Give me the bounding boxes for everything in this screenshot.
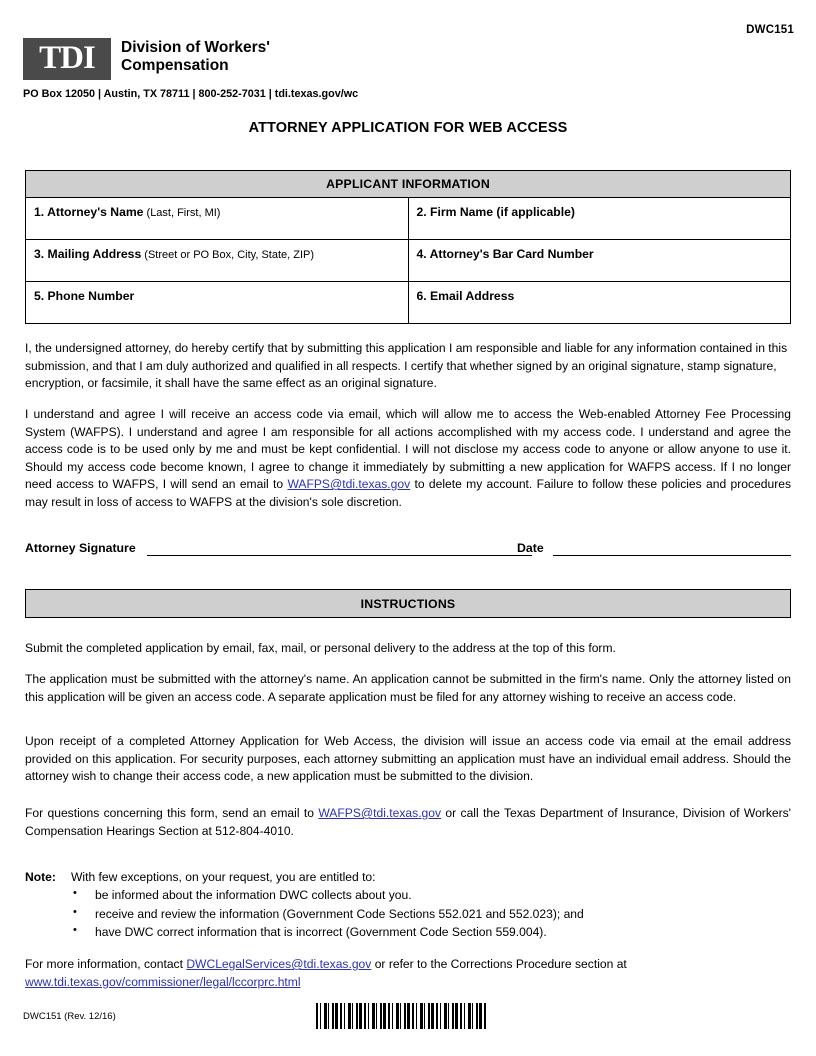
field-label: 6. Email Address bbox=[416, 289, 515, 303]
footer-form-code: DWC151 (Rev. 12/16) bbox=[23, 1011, 116, 1022]
signature-row bbox=[25, 540, 791, 560]
field-attorney-name[interactable] bbox=[26, 198, 408, 240]
wafps-email-link[interactable]: WAFPS@tdi.texas.gov bbox=[318, 806, 442, 820]
field-label: 2. Firm Name (if applicable) bbox=[416, 205, 575, 219]
instructions-submit-paragraph: Submit the completed application by email, fax, mail, or personal delivery to the address at the top of this form. bbox=[25, 641, 616, 655]
dwc-legal-services-email-link[interactable]: DWCLegalServices@tdi.texas.gov bbox=[186, 957, 372, 971]
applicant-section-heading: APPLICANT INFORMATION bbox=[26, 171, 790, 198]
attorney-signature-input[interactable] bbox=[147, 555, 532, 556]
note-bullet-list bbox=[25, 886, 791, 941]
more-information-paragraph bbox=[25, 956, 791, 991]
table-row bbox=[26, 198, 790, 240]
wafps-email-link[interactable]: WAFPS@tdi.texas.gov bbox=[287, 477, 411, 492]
agency-header bbox=[23, 38, 270, 80]
note-intro-row bbox=[25, 868, 791, 886]
field-label: 1. Attorney's Name bbox=[34, 205, 144, 219]
questions-text-part2: or call the Texas Department of Insurance, Division of Workers' Compensation Hearings Section at 512-804-4010. bbox=[25, 806, 791, 838]
questions-text-part1: For questions concerning this form, send an email to bbox=[25, 806, 319, 820]
attorney-signature-label: Attorney Signature bbox=[25, 541, 136, 555]
note-block bbox=[25, 868, 791, 941]
barcode-icon bbox=[316, 1003, 488, 1029]
document-number: DWC151 bbox=[746, 24, 794, 36]
instructions-questions-paragraph bbox=[25, 805, 791, 840]
agency-name-line1: Division of Workers' bbox=[121, 39, 270, 56]
list-item: • have DWC correct information that is incorrect (Government Code Section 559.004). bbox=[25, 923, 791, 941]
instructions-upon-receipt-paragraph: Upon receipt of a completed Attorney Application for Web Access, the division will issue an access code via email at the email address provided on this application. For security purposes, each attorney submitting an application must have an individual email address. Should the attorney wish to change their access code, a new application must be submitted to the division. bbox=[25, 734, 791, 784]
field-label: 4. Attorney's Bar Card Number bbox=[416, 247, 594, 261]
field-mailing-address[interactable] bbox=[26, 240, 408, 282]
agency-address-line: PO Box 12050 | Austin, TX 78711 | 800-252-7031 | tdi.texas.gov/wc bbox=[23, 88, 359, 100]
note-intro-text: With few exceptions, on your request, you are entitled to: bbox=[71, 870, 376, 884]
field-hint: (Last, First, MI) bbox=[143, 207, 221, 219]
date-input[interactable] bbox=[553, 555, 791, 556]
more-info-part2: or refer to the Corrections Procedure section at bbox=[371, 957, 627, 971]
field-firm-name[interactable] bbox=[408, 198, 790, 240]
agency-name bbox=[121, 38, 270, 74]
instructions-heading: INSTRUCTIONS bbox=[25, 589, 791, 618]
instructions-attorney-name-paragraph: The application must be submitted with the attorney's name. An application cannot be submitted in the firm's name. Only the attorney listed on this application will be given an access code. A separate application must be filed for any attorney wishing to receive an access code. bbox=[25, 672, 791, 704]
field-bar-card-number[interactable] bbox=[408, 240, 790, 282]
page-title: ATTORNEY APPLICATION FOR WEB ACCESS bbox=[248, 120, 568, 136]
field-label: 5. Phone Number bbox=[34, 289, 135, 303]
date-label: Date bbox=[517, 541, 544, 555]
list-item: • receive and review the information (Government Code Sections 552.021 and 552.023); and bbox=[25, 905, 791, 923]
more-info-part1: For more information, contact bbox=[25, 957, 187, 971]
field-label: 3. Mailing Address bbox=[34, 247, 142, 261]
certification-paragraph: I, the undersigned attorney, do hereby certify that by submitting this application I am responsible and liable for any information contained in this submission, and that I am duly authorized and qualified in all respects. I certify that whether signed by an original signature, stamp signature, encryption, or facsimile, it shall have the same effect as an original signature. bbox=[25, 341, 788, 391]
agency-name-line2: Compensation bbox=[121, 56, 229, 74]
field-phone-number[interactable] bbox=[26, 282, 408, 324]
agreement-paragraph bbox=[25, 406, 791, 511]
applicant-information-table bbox=[25, 170, 791, 324]
table-row bbox=[26, 240, 790, 282]
agreement-text-part1: I understand and agree I will receive an access code via email, which will allow me to access the Web-enabled Attorney Fee Processing System (WAFPS). I understand and agree I am responsible for all actions accomplished with my access code. I understand and agree the access code is to be used only by me and must be kept confidential. I will not disclose my access code to anyone or allow anyone to use it. Should my access code become known, I agree to change it immediately by submitting a new application for WAFPS access. If I no longer need access to WAFPS, I will send an email to bbox=[25, 407, 791, 492]
field-email-address[interactable] bbox=[408, 282, 790, 324]
tdi-logo-icon: TDI bbox=[23, 38, 111, 80]
table-row bbox=[26, 282, 790, 324]
agreement-text-part2: to delete my account. Failure to follow these policies and procedures may result in loss of access to WAFPS at the division's sole discretion. bbox=[25, 477, 791, 509]
note-label: Note: bbox=[25, 870, 56, 884]
field-hint: (Street or PO Box, City, State, ZIP) bbox=[141, 249, 315, 261]
corrections-procedure-url-link[interactable]: www.tdi.texas.gov/commissioner/legal/lccorprc.html bbox=[25, 974, 301, 989]
list-item: • be informed about the information DWC collects about you. bbox=[25, 886, 791, 904]
